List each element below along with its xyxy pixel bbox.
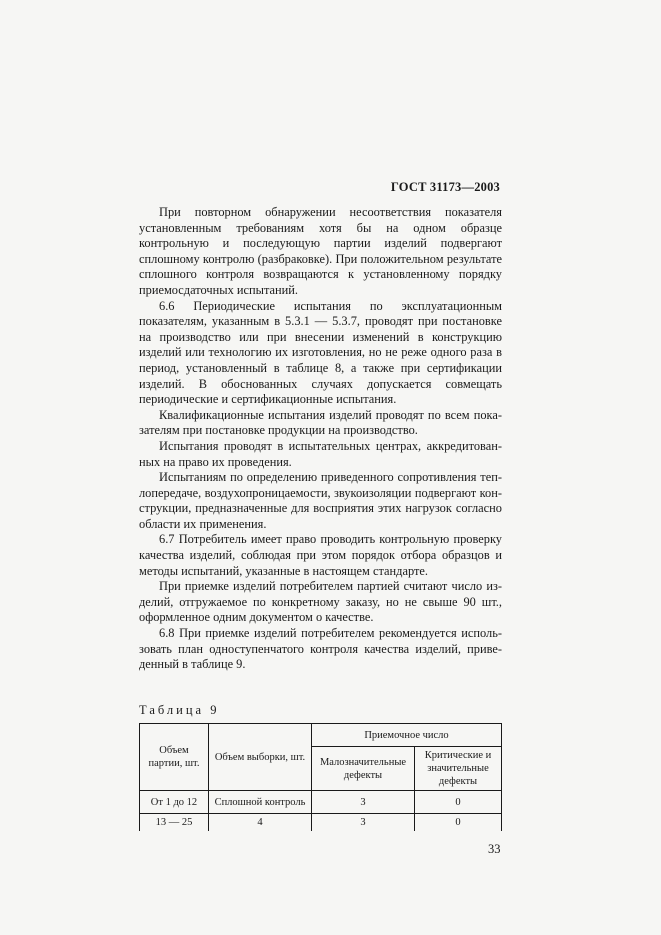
table-row — [140, 814, 502, 832]
table-cell: Сплошной контроль — [209, 791, 312, 814]
table-cell: От 1 до 12 — [140, 791, 209, 814]
paragraph: Испытаниям по определению приведенного сопротивления теплопередаче, воздухопроницаемости, звукоизоляции подвергают конструкции, предназначенные для восприятия этих нагрузок согласно области их применения. — [139, 470, 502, 531]
paragraph: 6.8 При приемке изделий потребителем рекомендуется использовать план одноступенчатого контроля качества изделий, приведенный в таблице 9. — [139, 626, 502, 672]
table-header-row — [140, 724, 502, 747]
paragraph: При повторном обнаружении несоответствия показателя установленным требованиям хотя бы на одном образце контрольную и последующую партии изделий подвергают сплошному контролю (разбраковке). При положительном результате сплошного контроля возвращаются к установленному порядку приемосдаточных испытаний. — [139, 205, 502, 297]
header-critical-defects: Критические и значительные дефекты — [415, 747, 502, 791]
table-cell: 0 — [415, 814, 502, 832]
table-cell: 13 — 25 — [140, 814, 209, 832]
body-text — [139, 205, 502, 673]
table-cell: 0 — [415, 791, 502, 814]
table-cell: 3 — [312, 814, 415, 832]
table-caption: Таблица 9 — [139, 703, 220, 717]
paragraph: 6.6 Периодические испытания по эксплуатационным показателям, указанным в 5.3.1 — 5.3.7, проводят при постановке на производство или при внесении изменений в конструкцию изделий или технологию их изготовления, но не реже одного раза в период, установленный в таблице 8, а также при сертификации изделий. В обоснованных случаях допускается совмещать периодические и сертификационные испытания. — [139, 298, 502, 407]
paragraph: 6.7 Потребитель имеет право проводить контрольную проверку качества изделий, соблюдая при этом порядок отбора образцов и методы испытаний, указанные в настоящем стандарте. — [139, 532, 502, 578]
paragraph: При приемке изделий потребителем партией считают число изделий, отгружаемое по конкретному заказу, но не свыше 90 шт., оформленное одним документом о качестве. — [139, 579, 502, 625]
table-cell: 4 — [209, 814, 312, 832]
acceptance-table — [139, 723, 502, 831]
page-number: 33 — [488, 842, 501, 856]
header-minor-defects: Малозначительные дефекты — [312, 747, 415, 791]
paragraph: Квалификационные испытания изделий проводят по всем показателям при постановке продукции на производство. — [139, 407, 502, 438]
paragraph: Испытания проводят в испытательных центрах, аккредитованных на право их проведения. — [139, 438, 502, 469]
table-row — [140, 791, 502, 814]
header-sample-size: Объем выборки, шт. — [209, 724, 312, 791]
header-lot-size: Объем партии, шт. — [140, 724, 209, 791]
table-cell: 3 — [312, 791, 415, 814]
document-header: ГОСТ 31173—2003 — [390, 180, 500, 194]
header-acceptance-number: Приемочное число — [312, 724, 502, 747]
